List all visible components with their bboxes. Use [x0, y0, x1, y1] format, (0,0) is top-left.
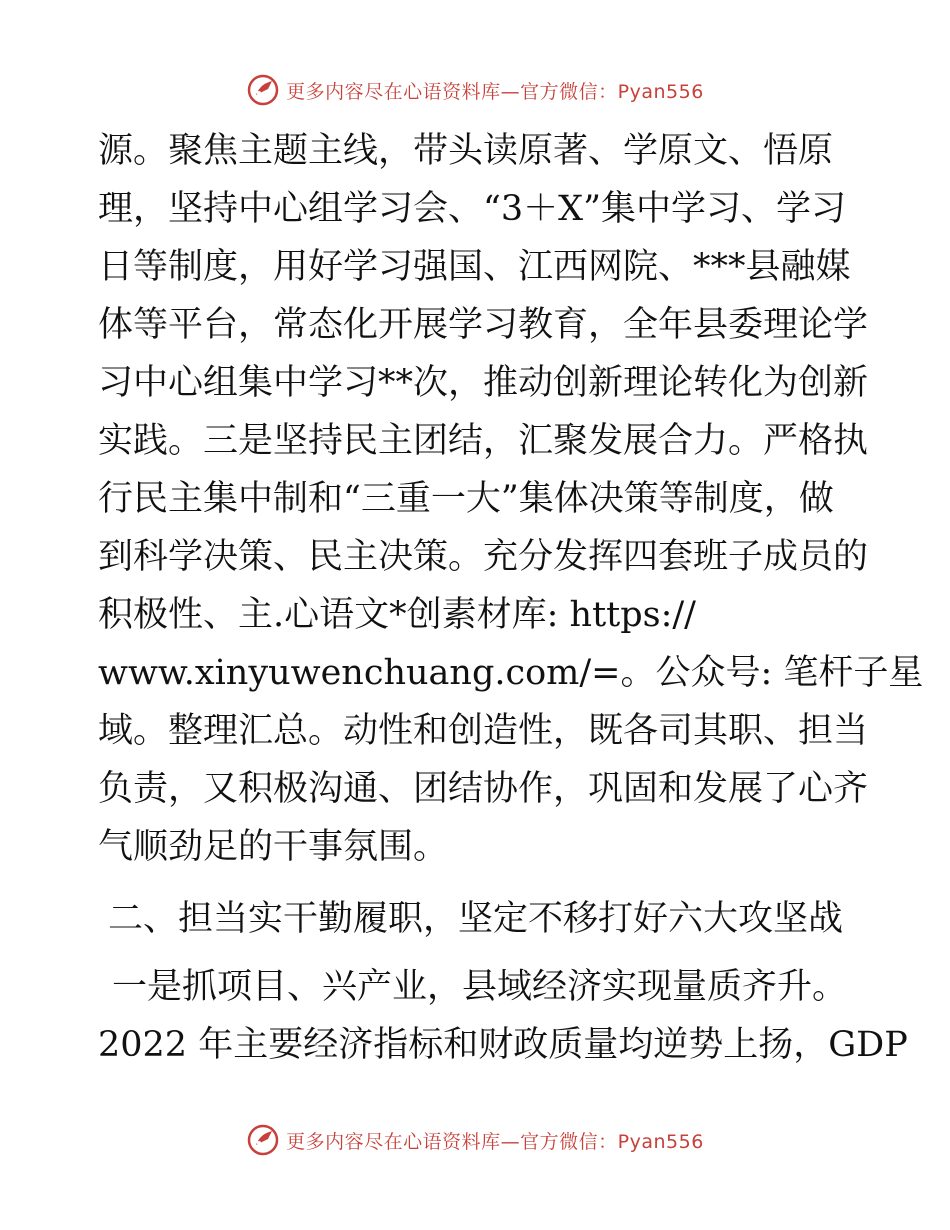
document-body	[98, 122, 924, 1074]
section-heading: 二、担当实干勤履职，坚定不移打好六大攻坚战	[108, 899, 844, 939]
text-line: 2022 年主要经济指标和财政质量均逆势上扬，GDP	[98, 1025, 908, 1065]
text-line: 实践。三是坚持民主团结，汇聚发展合力。严格执	[98, 421, 869, 461]
text-line: 源。聚焦主题主线，带头读原著、学原文、悟原	[98, 131, 834, 171]
text-line: 体等平台，常态化开展学习教育，全年县委理论学	[98, 305, 869, 345]
text-line: 一是抓项目、兴产业，县域经济实现量质齐升。	[112, 967, 848, 1007]
paragraph-2	[98, 958, 908, 1074]
text-line: 行民主集中制和“三重一大”集体决策等制度，做	[98, 479, 834, 519]
logo-icon	[246, 1123, 280, 1157]
text-line: 负责，又积极沟通、团结协作，巩固和发展了心齐	[98, 769, 869, 809]
text-line: 日等制度，用好学习强国、江西网院、***县融媒	[98, 247, 851, 287]
text-line: 习中心组集中学习**次，推动创新理论转化为创新	[98, 363, 869, 403]
text-line: 域。整理汇总。动性和创造性，既各司其职、担当	[98, 711, 869, 751]
footer-watermark-banner	[0, 1120, 950, 1160]
banner-text: 更多内容尽在心语资料库—官方微信：Pyan556	[286, 1130, 704, 1153]
text-line: 气顺劲足的干事氛围。	[98, 827, 449, 867]
banner-text: 更多内容尽在心语资料库—官方微信：Pyan556	[286, 80, 704, 103]
text-line: 理，坚持中心组学习会、“3＋X”集中学习、学习	[98, 189, 846, 229]
text-line: 到科学决策、民主决策。充分发挥四套班子成员的	[98, 537, 869, 577]
text-line: 积极性、主.心语文*创素材库: https://	[98, 595, 696, 635]
paragraph-1	[98, 122, 924, 876]
text-line: www.xinyuwenchuang.com/=。公众号: 笔杆子星	[98, 653, 924, 693]
logo-icon	[246, 73, 280, 107]
header-watermark-banner	[0, 70, 950, 110]
